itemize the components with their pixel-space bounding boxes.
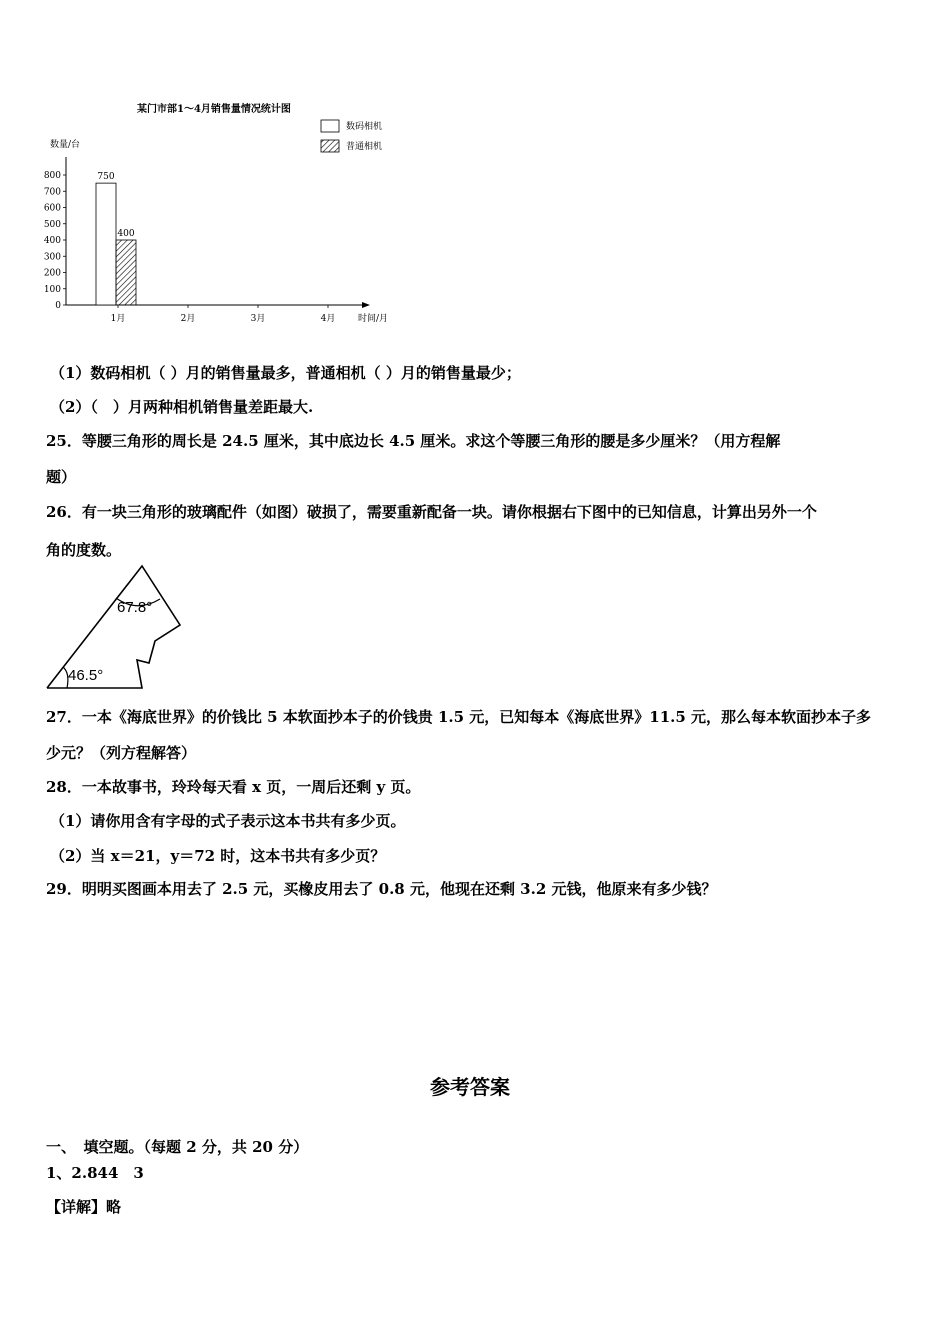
y-tick-label: 200 — [43, 268, 61, 279]
bar-data-label: 400 — [117, 229, 135, 239]
q25-line2: 题） — [46, 468, 77, 486]
y-tick-label: 600 — [43, 203, 61, 214]
q27-line2: 少元？（列方程解答） — [46, 744, 197, 762]
x-tick-label: 3月 — [250, 314, 266, 324]
x-axis-arrow — [362, 302, 370, 308]
sales-bar-chart — [40, 95, 420, 335]
bars — [96, 172, 136, 305]
y-tick-label: 300 — [43, 252, 61, 263]
legend-swatch-digital — [321, 120, 339, 132]
chart-title: 某门市部1～4月销售量情况统计图 — [137, 104, 291, 115]
answers-section — [46, 1136, 308, 1157]
answer-1: 1、2.844 3 — [46, 1164, 144, 1182]
legend-label-ordinary: 普通相机 — [346, 142, 383, 152]
x-tick-label: 2月 — [180, 314, 196, 324]
q24-part2: （2）（ ）月两种相机销售量差距最大. — [50, 398, 314, 416]
q27-line1: 27．一本《海底世界》的价钱比 5 本软面抄本子的价钱贵 1.5 元，已知每本《海底世界》11.5 元，那么每本软面抄本子多 — [46, 708, 872, 726]
q29: 29．明明买图画本用去了 2.5 元，买橡皮用去了 0.8 元，他现在还剩 3.2 元钱，他原来有多少钱？ — [46, 880, 717, 898]
q28-part2: （2）当 x＝21，y＝72 时，这本书共有多少页？ — [50, 847, 386, 865]
bottom-angle-label: 46.5° — [68, 667, 104, 684]
y-tick-label: 700 — [43, 187, 61, 198]
x-ticks — [111, 305, 336, 324]
q26-line1: 26．有一块三角形的玻璃配件（如图）破损了，需要重新配备一块。请你根据右下图中的已知信息，计算出另外一个 — [46, 503, 817, 521]
y-tick-label: 100 — [43, 284, 61, 295]
q28-part1: （1）请你用含有字母的式子表示这本书共有多少页。 — [50, 812, 406, 830]
y-tick-label: 800 — [43, 171, 61, 181]
y-axis-label: 数量/台 — [50, 140, 81, 150]
bar-data-label: 750 — [97, 172, 115, 183]
answer-1-detail: 【详解】略 — [46, 1198, 122, 1216]
legend-label-digital: 数码相机 — [346, 122, 383, 132]
x-tick-label: 1月 — [110, 314, 126, 324]
y-tick-label: 500 — [43, 219, 61, 230]
q26-line2: 角的度数。 — [46, 541, 122, 559]
top-angle-label: 67.8° — [117, 599, 153, 616]
q24-part1: （1）数码相机（ ）月的销售量最多，普通相机（ ）月的销售量最少； — [50, 364, 521, 382]
q28: 28．一本故事书，玲玲每天看 x 页，一周后还剩 y 页。 — [46, 778, 421, 796]
x-axis-label: 时间/月 — [358, 314, 389, 324]
q25-line1: 25．等腰三角形的周长是 24.5 厘米，其中底边长 4.5 厘米。求这个等腰三角形的腰是多少厘米？（用方程解 — [46, 432, 781, 450]
y-ticks — [44, 171, 66, 311]
y-tick-label: 0 — [55, 301, 61, 311]
y-tick-label: 400 — [43, 236, 61, 246]
broken-triangle-figure — [42, 563, 192, 693]
triangle-outline — [47, 566, 180, 688]
x-tick-label: 4月 — [320, 314, 336, 324]
legend — [321, 120, 382, 152]
answers-section-text: 一、 填空题。（每题 2 分，共 20 分） — [46, 1138, 309, 1156]
bar-digital-1月 — [96, 183, 116, 305]
legend-swatch-ordinary — [321, 140, 339, 152]
answers-heading: 参考答案 — [430, 1075, 510, 1099]
bar-ordinary-1月 — [116, 240, 136, 305]
